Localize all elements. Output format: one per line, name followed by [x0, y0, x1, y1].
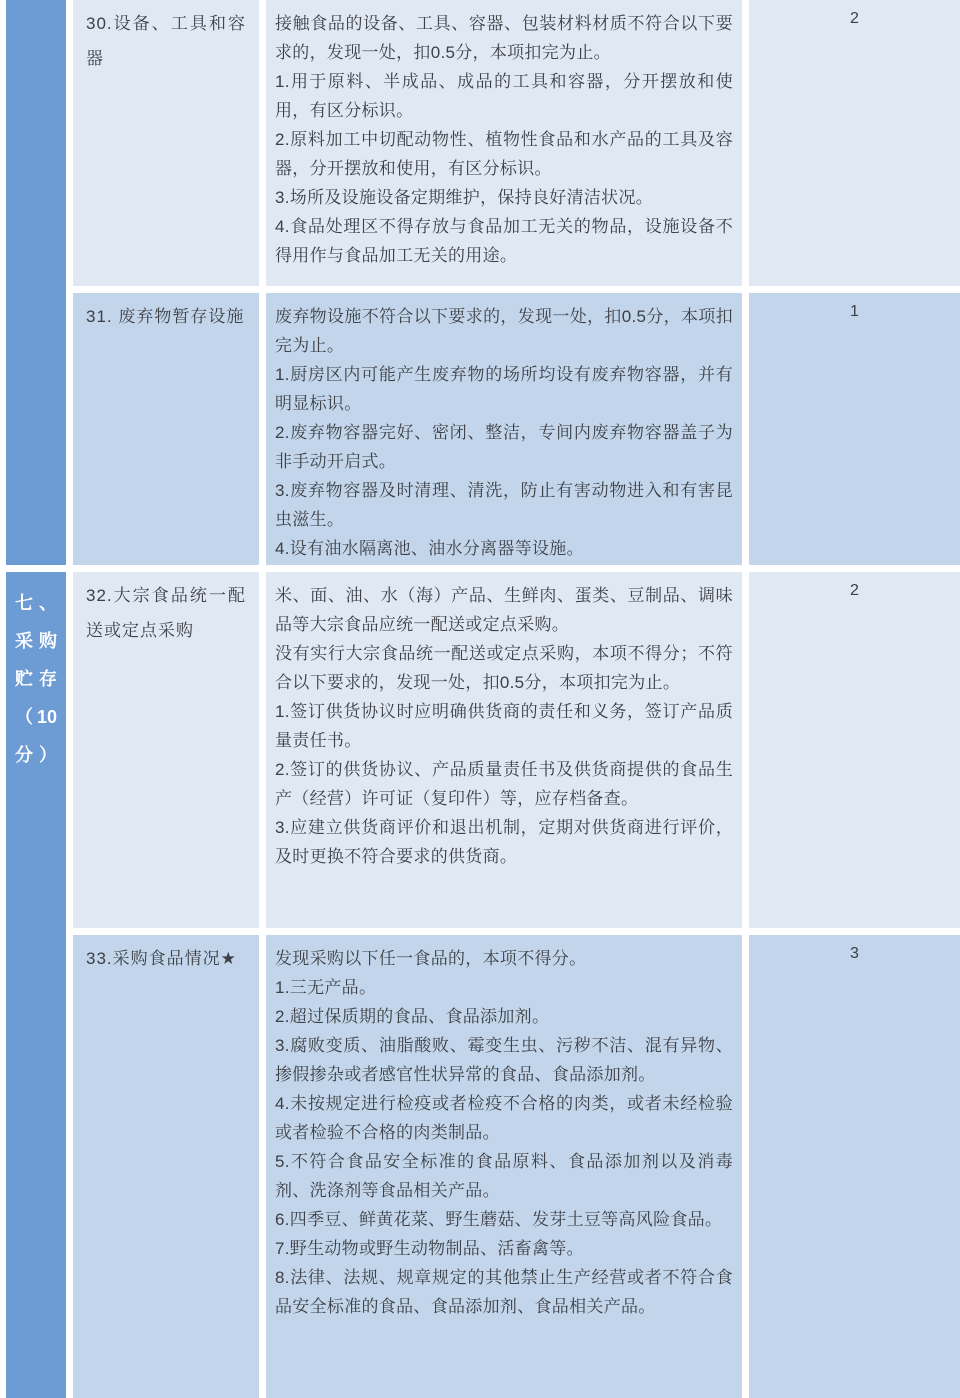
criteria-paragraph: 接触食品的设备、工具、容器、包装材料材质不符合以下要求的，发现一处，扣0.5分，本项扣完为止。	[275, 14, 733, 62]
score-cell	[749, 572, 960, 928]
item-name-cell: 32.大宗食品统一配送或定点采购	[73, 572, 259, 928]
criteria-paragraph: 1.用于原料、半成品、成品的工具和容器，分开摆放和使用，有区分标识。	[275, 72, 733, 120]
criteria-cell	[266, 572, 742, 928]
section-title-line: 采购	[15, 631, 57, 651]
criteria-paragraph: 3.场所及设施设备定期维护，保持良好清洁状况。	[275, 188, 654, 207]
table-row	[73, 935, 960, 1398]
criteria-paragraph: 4.设有油水隔离池、油水分离器等设施。	[275, 539, 584, 558]
section-band-continuation	[6, 0, 960, 565]
section-title-line: 分）	[15, 745, 57, 765]
criteria-paragraph: 4.未按规定进行检疫或者检疫不合格的肉类，或者未经检验或者检验不合格的肉类制品。	[275, 1094, 733, 1142]
section-band-procurement-storage	[6, 572, 960, 1398]
table-rows-procurement-storage	[73, 572, 960, 1398]
table-rows-continuation	[73, 0, 960, 565]
criteria-paragraph: 米、面、油、水（海）产品、生鲜肉、蛋类、豆制品、调味品等大宗食品应统一配送或定点采购。	[275, 586, 733, 634]
criteria-paragraph: 7.野生动物或野生动物制品、活畜禽等。	[275, 1239, 584, 1258]
criteria-paragraph: 发现采购以下任一食品的，本项不得分。	[275, 949, 587, 968]
criteria-paragraph: 废弃物设施不符合以下要求的，发现一处，扣0.5分，本项扣完为止。	[275, 307, 733, 355]
criteria-paragraph: 3.腐败变质、油脂酸败、霉变生虫、污秽不洁、混有异物、掺假掺杂或者感官性状异常的食品、食品添加剂。	[275, 1036, 733, 1084]
score-cell	[749, 935, 960, 1398]
criteria-paragraph: 8.法律、法规、规章规定的其他禁止生产经营或者不符合食品安全标准的食品、食品添加剂、食品相关产品。	[275, 1268, 733, 1316]
criteria-cell	[266, 935, 742, 1398]
item-name-cell: 33.采购食品情况★	[73, 935, 259, 1398]
criteria-paragraph: 2.超过保质期的食品、食品添加剂。	[275, 1007, 550, 1026]
criteria-cell	[266, 0, 742, 286]
criteria-paragraph: 2.废弃物容器完好、密闭、整洁，专间内废弃物容器盖子为非手动开启式。	[275, 423, 733, 471]
criteria-paragraph: 3.应建立供货商评价和退出机制，定期对供货商进行评价，及时更换不符合要求的供货商。	[275, 818, 733, 866]
criteria-paragraph: 6.四季豆、鲜黄花菜、野生蘑菇、发芽土豆等高风险食品。	[275, 1210, 723, 1229]
item-name-cell: 30.设备、工具和容器	[73, 0, 259, 286]
criteria-paragraph: 1.厨房区内可能产生废弃物的场所均设有废弃物容器，并有明显标识。	[275, 365, 733, 413]
criteria-paragraph: 2.签订的供货协议、产品质量责任书及供货商提供的食品生产（经营）许可证（复印件）等，应存档备查。	[275, 760, 733, 808]
score-value: 3	[850, 945, 859, 962]
section-title-line: 七、	[15, 593, 57, 613]
score-value: 2	[850, 10, 859, 27]
criteria-cell	[266, 293, 742, 565]
criteria-paragraph: 3.废弃物容器及时清理、清洗，防止有害动物进入和有害昆虫滋生。	[275, 481, 733, 529]
score-value: 1	[850, 303, 859, 320]
table-row	[73, 293, 960, 565]
criteria-paragraph: 1.三无产品。	[275, 978, 377, 997]
item-name-cell: 31. 废弃物暂存设施	[73, 293, 259, 565]
table-row	[73, 0, 960, 286]
criteria-paragraph: 2.原料加工中切配动物性、植物性食品和水产品的工具及容器，分开摆放和使用，有区分标识。	[275, 130, 733, 178]
section-sidebar-procurement-storage	[6, 572, 66, 1398]
table-row	[73, 572, 960, 928]
criteria-paragraph: 没有实行大宗食品统一配送或定点采购，本项不得分；不符合以下要求的，发现一处，扣0.5分，本项扣完为止。	[275, 644, 733, 692]
criteria-paragraph: 4.食品处理区不得存放与食品加工无关的物品，设施设备不得用作与食品加工无关的用途。	[275, 217, 733, 265]
score-cell	[749, 0, 960, 286]
score-cell	[749, 293, 960, 565]
section-title-line: （10	[15, 707, 57, 727]
criteria-paragraph: 1.签订供货协议时应明确供货商的责任和义务，签订产品质量责任书。	[275, 702, 733, 750]
section-sidebar-continuation	[6, 0, 66, 565]
score-value: 2	[850, 582, 859, 599]
criteria-paragraph: 5.不符合食品安全标准的食品原料、食品添加剂以及消毒剂、洗涤剂等食品相关产品。	[275, 1152, 733, 1200]
section-title-line: 贮存	[15, 669, 57, 689]
